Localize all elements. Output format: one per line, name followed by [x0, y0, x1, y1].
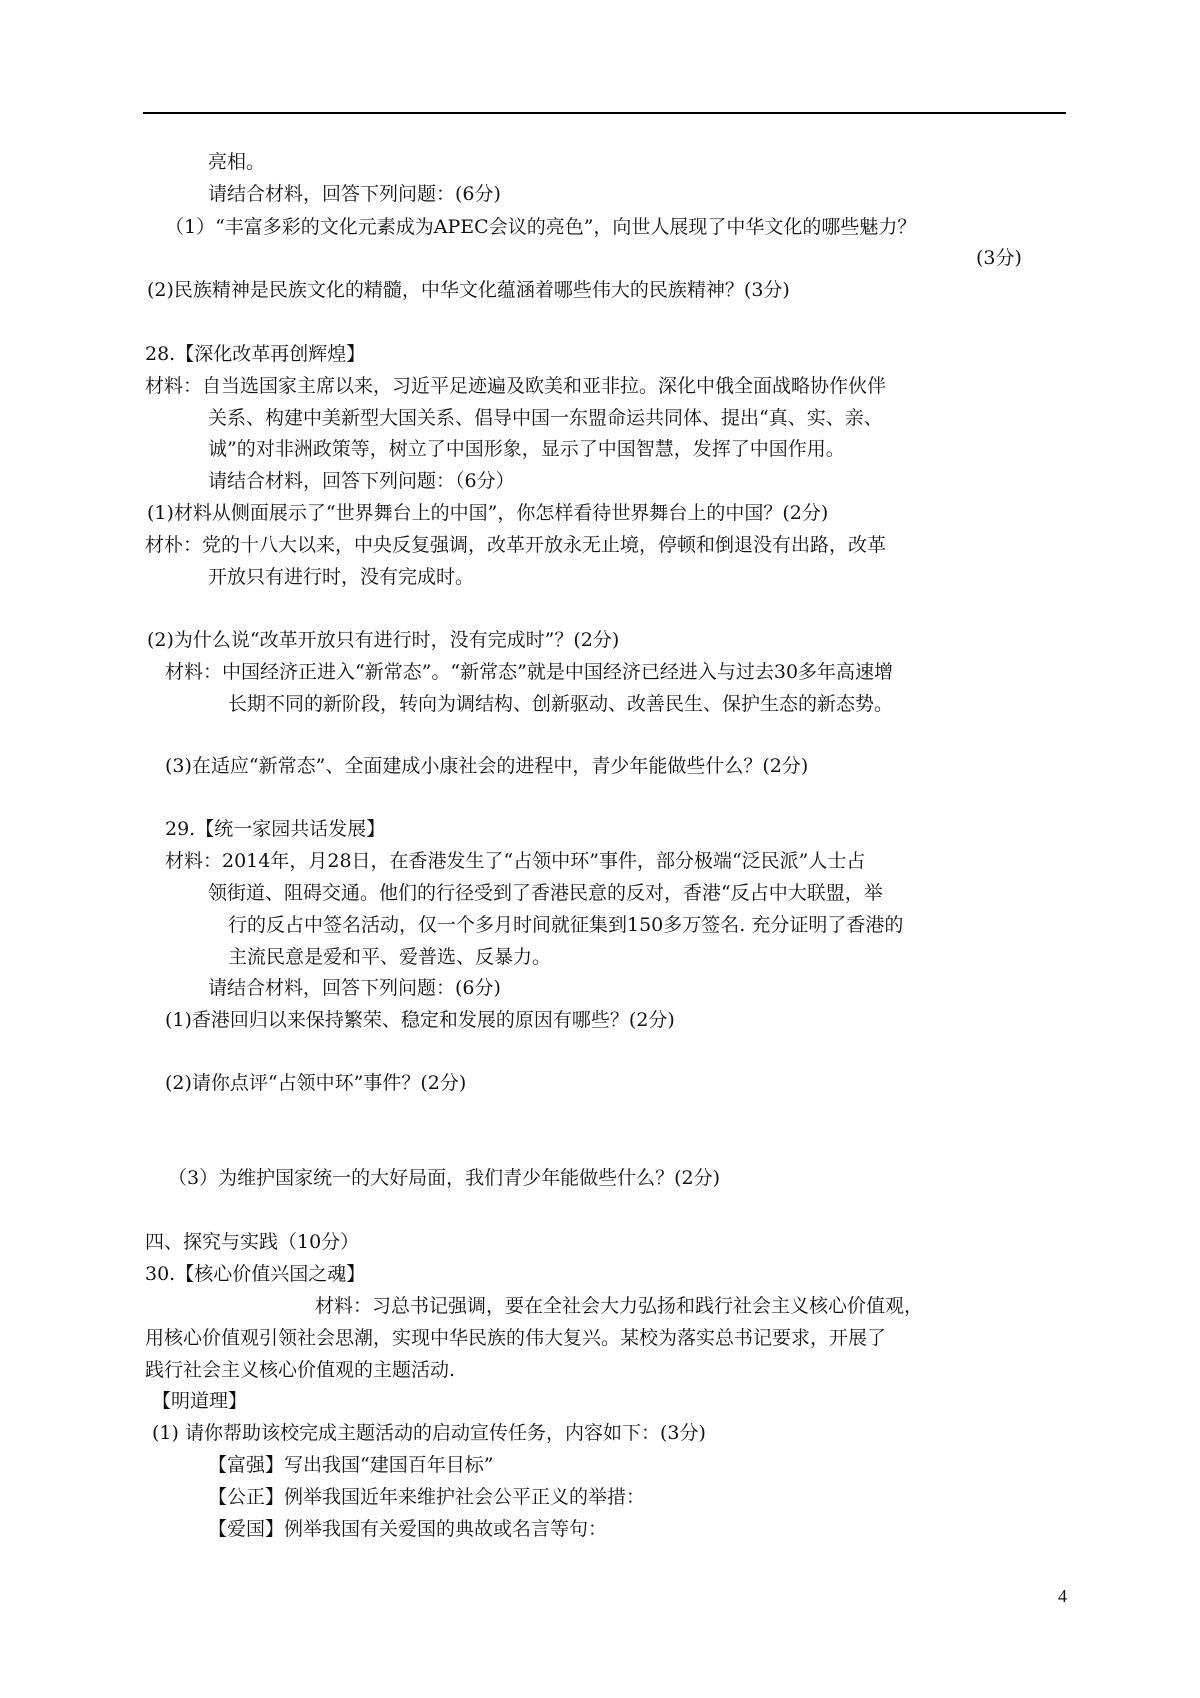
material-text: 开放只有进行时，没有完成时。: [208, 566, 475, 588]
material-text: 关系、构建中美新型大国关系、倡导中国一东盟命运共同体、提出“真、实、亲、: [208, 407, 883, 429]
material-text: 诚”的对非洲政策等，树立了中国形象，显示了中国智慧，发挥了中国作用。: [208, 438, 845, 460]
material-text: 践行社会主义核心价值观的主题活动.: [145, 1359, 456, 1381]
section-heading-30: 30.【核心价值兴国之魂】: [145, 1263, 366, 1285]
question-28-2: (2)为什么说“改革开放只有进行时，没有完成时”？(2分): [147, 629, 620, 651]
instruction-text: 请结合材料，回答下列问题：（6分）: [208, 470, 515, 492]
question-29-3: （3）为维护国家统一的大好局面，我们青少年能做些什么？(2分): [168, 1167, 721, 1189]
task-item: 【富强】写出我国“建国百年目标”: [208, 1454, 494, 1476]
material-text: 主流民意是爱和平、爱普选、反暴力。: [228, 946, 552, 968]
header-rule: [143, 112, 1066, 114]
material-text: 材料：自当选国家主席以来，习近平足迹遍及欧美和亚非拉。深化中俄全面战略协作伙伴: [145, 375, 887, 397]
subheading: 【明道理】: [152, 1390, 248, 1412]
task-item: 【公正】例举我国近年来维护社会公平正义的举措：: [208, 1486, 646, 1508]
section-heading-29: 29.【统一家园共话发展】: [165, 818, 386, 840]
section-heading-4: 四、探究与实践（10分）: [145, 1231, 360, 1253]
instruction-text: 请结合材料，回答下列问题：(6分): [208, 977, 501, 999]
question-27-2: (2)民族精神是民族文化的精髓，中华文化蕴涵着哪些伟大的民族精神？(3分): [147, 279, 790, 301]
question-30-1: (1) 请你帮助该校完成主题活动的启动宣传任务，内容如下：(3分): [152, 1422, 706, 1444]
material-text: 材料：中国经济正进入“新常态”。“新常态”就是中国经济已经进入与过去30多年高速增: [165, 661, 894, 683]
question-29-2: (2)请你点评“占领中环”事件？(2分): [165, 1072, 467, 1094]
material-text: 材料：2014年，月28日，在香港发生了“占领中环”事件，部分极端“泛民派”人士占: [165, 850, 866, 872]
material-text: 材朴：党的十八大以来，中央反复强调，改革开放永无止境，停顿和倒退没有出路，改革: [145, 534, 887, 556]
material-text: 用核心价值观引领社会思潮，实现中华民族的伟大复兴。某校为落实总书记要求，开展了: [145, 1327, 887, 1349]
question-28-3: (3)在适应“新常态”、全面建成小康社会的进程中，青少年能做些什么？(2分): [165, 755, 809, 777]
material-text: 材料：习总书记强调，要在全社会大力弘扬和践行社会主义核心价值观，: [315, 1295, 924, 1317]
question-28-1: (1)材料从侧面展示了“世界舞台上的中国”，你怎样看待世界舞台上的中国？(2分): [147, 502, 829, 524]
material-text: 领街道、阻碍交通。他们的行径受到了香港民意的反对，香港“反占中大联盟，举: [208, 882, 883, 904]
section-heading-28: 28.【深化改革再创辉煌】: [145, 343, 366, 365]
score-label: (3分): [976, 247, 1022, 269]
material-text: 长期不同的新阶段，转向为调结构、创新驱动、改善民生、保护生态的新态势。: [228, 693, 894, 715]
text-line: 请结合材料，回答下列问题：(6分): [208, 183, 501, 205]
question-29-1: (1)香港回归以来保持繁荣、稳定和发展的原因有哪些？(2分): [165, 1009, 675, 1031]
task-item: 【爱国】例举我国有关爱国的典故或名言等句：: [208, 1518, 608, 1540]
text-line: 亮相。: [208, 151, 266, 173]
material-text: 行的反占中签名活动，仅一个多月时间就征集到150多万签名. 充分证明了香港的: [228, 914, 904, 936]
question-27-1: （1）“丰富多彩的文化元素成为APEC会议的亮色”，向世人展现了中华文化的哪些魅力？: [165, 216, 917, 238]
page-number: 4: [1058, 1586, 1067, 1606]
